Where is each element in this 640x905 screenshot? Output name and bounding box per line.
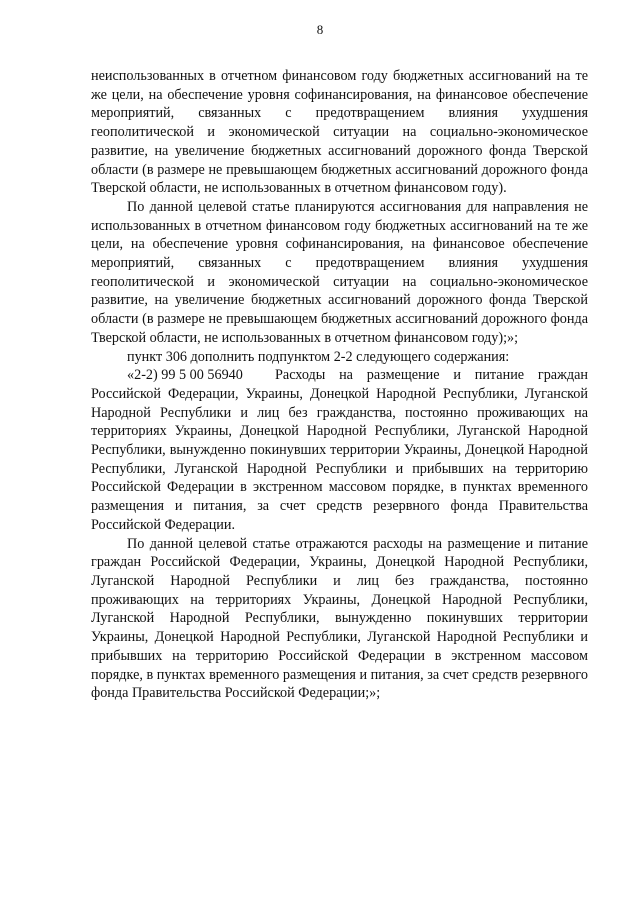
paragraph-amendment-instruction: пункт 306 дополнить подпунктом 2-2 следующего содержания: bbox=[127, 348, 510, 365]
document-body bbox=[91, 67, 588, 703]
budget-classification-code: «2-2) 99 5 00 56940 bbox=[127, 367, 243, 384]
paragraph-continuation: неиспользованных в отчетном финансовом году бюджетных ассигнований на те же цели, на обеспечение уровня софинансирования, на финансовое обеспечение мероприятий, связанных с предотвращением влияния ухудшения геополитической и экономической ситуации на социально-экономическое развитие, на увеличение бюджетных ассигнований дорожного фонда Тверской области (в размере не превышающем бюджетных ассигнований дорожного фонда Тверской области, не использованных в отчетном финансовом году). bbox=[91, 68, 588, 197]
paragraph-expense-description: По данной целевой статье отражаются расходы на размещение и питание граждан Российской Федерации, Украины, Донецкой Народной Республики, Луганской Народной Республики и лиц без гражданства, постоянно проживающих на территориях Украины, Донецкой Народной Республики, Луганской Народной Республики, вынужденно покинувших территории Украины, Донецкой Народной Республики, Луганской Народной Республики и прибывших на территорию Российской Федерации в экстренном массовом порядке, в пунктах временного размещения и питания, за счет средств резервного фонда Правительства Российской Федерации;»; bbox=[91, 535, 588, 702]
subpoint-2-2-text: Расходы на размещение и питание граждан Российской Федерации, Украины, Донецкой Народной Республики, Луганской Народной Республики и лиц без гражданства, постоянно проживающих на территориях Украины, Донецкой Народной Республики, Луганской Народной Республики, вынужденно покинувших территории Украины, Донецкой Народной Республики, Луганской Народной Республики и прибывших на территорию Российской Федерации в экстренном массовом порядке, в пунктах временного размещения и питания, за счет средств резервного фонда Правительства Российской Федерации. bbox=[91, 367, 588, 533]
paragraph-subpoint-2-2 bbox=[91, 366, 588, 534]
paragraph-target-article-description: По данной целевой статье планируются ассигнования для направления не использованных в отчетном финансовом году бюджетных ассигнований на те же цели, на обеспечение уровня софинансирования, на финансовое обеспечение мероприятий, связанных с предотвращением влияния ухудшения геополитической и экономической ситуации на социально-экономическое развитие, на увеличение бюджетных ассигнований дорожного фонда Тверской области (в размере не превышающем бюджетных ассигнований дорожного фонда Тверской области, не использованных в отчетном финансовом году);»; bbox=[91, 198, 588, 346]
page-number: 8 bbox=[316, 22, 324, 37]
